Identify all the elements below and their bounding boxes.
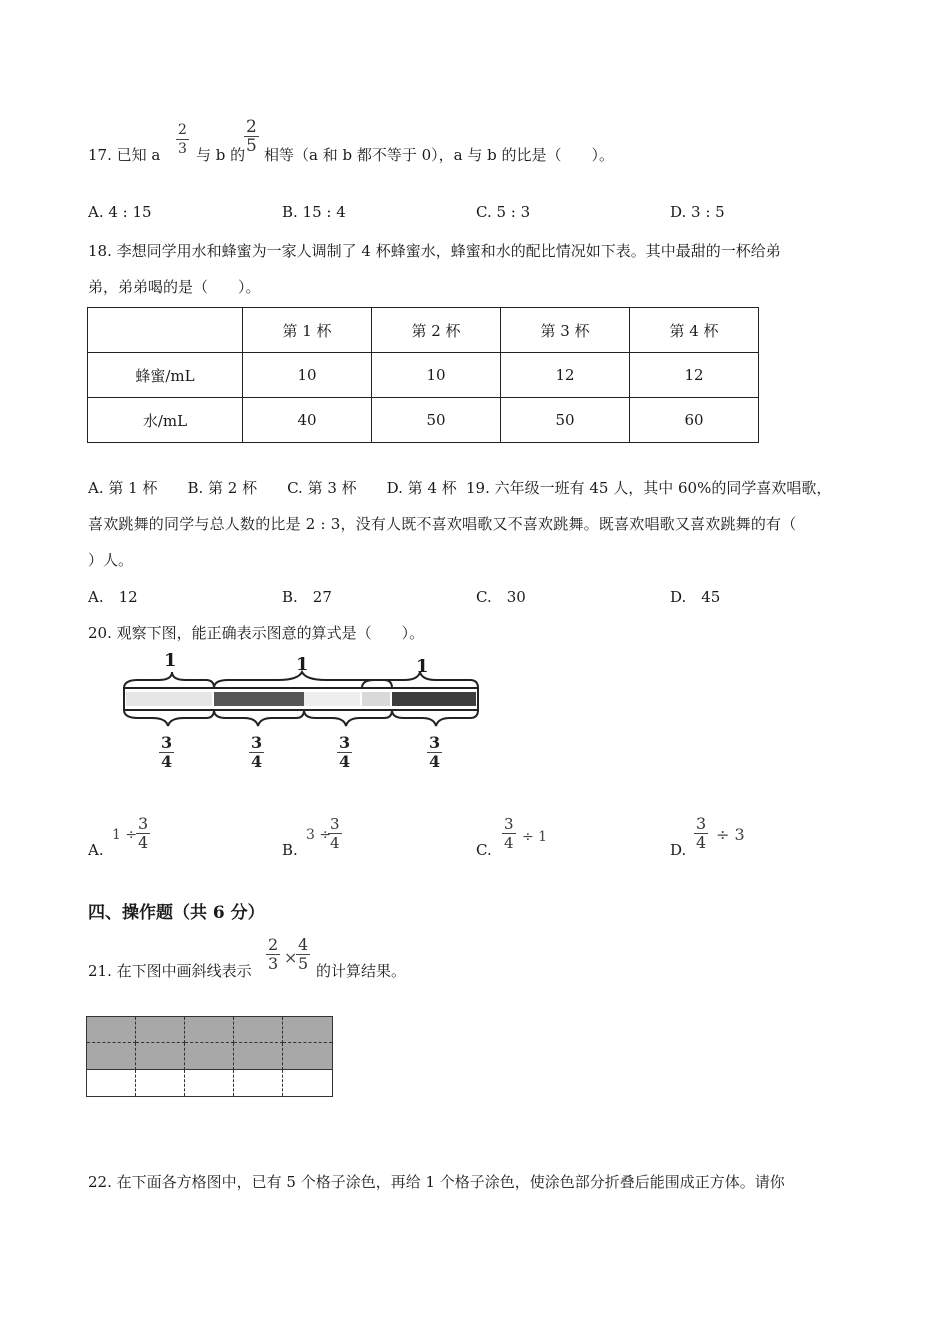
q20-option-c[interactable] xyxy=(476,815,596,865)
table-cell: 10 xyxy=(372,353,501,398)
table-row xyxy=(88,398,759,443)
fraction-denominator: 3 xyxy=(178,141,187,157)
fraction-numerator: 3 xyxy=(138,814,149,833)
q20-option-a[interactable] xyxy=(88,815,208,865)
table-cell: 40 xyxy=(243,398,372,443)
table-header-cell: 第 2 杯 xyxy=(372,308,501,353)
option-label: A. xyxy=(88,841,104,859)
bar-top-label: 1 xyxy=(416,656,429,677)
fraction-denominator: 4 xyxy=(696,833,707,852)
q20-text: 20. 观察下图，能正确表示图意的算式是（ ）。 xyxy=(88,624,425,642)
q17-option-b[interactable]: B. 15 : 4 xyxy=(282,203,346,221)
table-row-label: 水/mL xyxy=(88,398,243,443)
q19-option-d[interactable]: D. 45 xyxy=(670,588,721,606)
table-cell: 12 xyxy=(630,353,759,398)
bar-bottom-fraction xyxy=(249,734,264,771)
grid-cell[interactable] xyxy=(283,1070,332,1096)
fraction-numerator: 3 xyxy=(330,815,340,833)
section-heading: 四、操作题（共 6 分） xyxy=(88,903,265,923)
fraction-numerator: 3 xyxy=(504,815,514,833)
q21-fraction-1 xyxy=(266,936,280,973)
q18-line-2: 弟，弟弟喝的是（ ）。 xyxy=(88,278,261,296)
grid-cell[interactable] xyxy=(136,1070,185,1096)
grid-cell[interactable] xyxy=(283,1017,332,1043)
fraction-numerator: 3 xyxy=(429,733,441,752)
q20-option-b[interactable] xyxy=(282,815,402,865)
option-fraction xyxy=(694,815,708,852)
fraction-denominator: 4 xyxy=(138,833,149,852)
fraction-numerator: 3 xyxy=(339,733,351,752)
fraction-bar-diagram xyxy=(118,650,488,790)
grid-cell[interactable] xyxy=(283,1043,332,1069)
table-header-cell: 第 1 杯 xyxy=(243,308,372,353)
fraction-denominator: 4 xyxy=(161,752,173,771)
q19-line-3: ）人。 xyxy=(88,551,134,569)
fraction-numerator: 3 xyxy=(161,733,173,752)
table-header-row xyxy=(88,308,759,353)
grid-cell[interactable] xyxy=(234,1017,283,1043)
fraction-numerator: 3 xyxy=(251,733,263,752)
option-right-operand: ÷ 3 xyxy=(716,825,745,844)
grid-cell[interactable] xyxy=(87,1017,136,1043)
table-header-cell: 第 4 杯 xyxy=(630,308,759,353)
q17-option-a[interactable]: A. 4 : 15 xyxy=(88,203,152,221)
q17-text-a: 17. 已知 a xyxy=(88,146,161,164)
q17-fraction-1 xyxy=(176,121,189,158)
fraction-denominator: 5 xyxy=(246,136,257,156)
option-left-operand: 1 ÷ xyxy=(112,827,138,843)
q18-options: A. 第 1 杯 B. 第 2 杯 C. 第 3 杯 D. 第 4 杯 xyxy=(88,479,457,497)
grid-cell[interactable] xyxy=(234,1070,283,1096)
fraction-numerator: 4 xyxy=(298,935,309,954)
q21-fraction-2 xyxy=(296,936,310,973)
fraction-numerator: 2 xyxy=(178,122,187,138)
bar-top-label: 1 xyxy=(296,654,309,675)
fraction-numerator: 2 xyxy=(268,935,279,954)
q21-text-a: 21. 在下图中画斜线表示 xyxy=(88,962,252,980)
table-cell: 50 xyxy=(372,398,501,443)
bar-bottom-fraction xyxy=(337,734,352,771)
grid-cell[interactable] xyxy=(234,1043,283,1069)
bar-top-label: 1 xyxy=(164,650,177,671)
option-label: C. xyxy=(476,841,492,859)
grid-cell[interactable] xyxy=(87,1070,136,1096)
option-right-operand: ÷ 1 xyxy=(522,829,548,845)
q19-option-b[interactable]: B. 27 xyxy=(282,588,332,606)
grid-cell[interactable] xyxy=(185,1043,234,1069)
q18-line-1: 18. 李想同学用水和蜂蜜为一家人调制了 4 杯蜂蜜水，蜂蜜和水的配比情况如下表。其中最甜的一杯给弟 xyxy=(88,242,781,260)
q17-fraction-2 xyxy=(244,118,259,155)
q19-option-c[interactable]: C. 30 xyxy=(476,588,526,606)
q22-text: 22. 在下面各方格图中，已有 5 个格子涂色，再给 1 个格子涂色，使涂色部分折叠后能围成正方体。请你 xyxy=(88,1173,785,1191)
honey-ratio-table xyxy=(87,307,759,443)
fraction-numerator: 3 xyxy=(696,814,707,833)
q17-option-d[interactable]: D. 3 : 5 xyxy=(670,203,725,221)
times-sign: × xyxy=(284,948,298,967)
q19-line-1: 19. 六年级一班有 45 人，其中 60%的同学喜欢唱歌， xyxy=(466,479,832,497)
bar-bottom-fraction xyxy=(427,734,442,771)
option-fraction xyxy=(136,815,150,852)
fraction-denominator: 4 xyxy=(330,834,340,852)
q17-text-b: 与 b 的 xyxy=(196,146,246,164)
fraction-denominator: 3 xyxy=(268,954,279,973)
bar-bottom-fraction xyxy=(159,734,174,771)
q19-option-a[interactable]: A. 12 xyxy=(88,588,138,606)
grid-cell[interactable] xyxy=(185,1017,234,1043)
q21-text-b: 的计算结果。 xyxy=(316,962,407,980)
grid-cell[interactable] xyxy=(136,1043,185,1069)
table-header-cell xyxy=(88,308,243,353)
option-fraction xyxy=(328,815,342,852)
option-label: D. xyxy=(670,841,687,859)
fraction-numerator: 2 xyxy=(246,117,257,137)
table-row-label: 蜂蜜/mL xyxy=(88,353,243,398)
table-cell: 12 xyxy=(501,353,630,398)
option-left-operand: 3 ÷ xyxy=(306,827,332,843)
grid-cell[interactable] xyxy=(87,1043,136,1069)
q17-option-c[interactable]: C. 5 : 3 xyxy=(476,203,531,221)
table-cell: 10 xyxy=(243,353,372,398)
q19-line-2: 喜欢跳舞的同学与总人数的比是 2 : 3，没有人既不喜欢唱歌又不喜欢跳舞。既喜欢唱歌又喜欢跳舞的有（ xyxy=(88,515,797,533)
fraction-denominator: 4 xyxy=(504,834,514,852)
table-header-cell: 第 3 杯 xyxy=(501,308,630,353)
fraction-denominator: 5 xyxy=(298,954,309,973)
fraction-denominator: 4 xyxy=(251,752,263,771)
q17-text-c: 相等（a 和 b 都不等于 0），a 与 b 的比是（ ）。 xyxy=(264,146,615,164)
fraction-denominator: 4 xyxy=(339,752,351,771)
option-fraction xyxy=(502,815,516,852)
table-cell: 60 xyxy=(630,398,759,443)
option-label: B. xyxy=(282,841,298,859)
drawing-grid[interactable] xyxy=(86,1016,333,1097)
table-cell: 50 xyxy=(501,398,630,443)
grid-cell[interactable] xyxy=(136,1017,185,1043)
grid-cell[interactable] xyxy=(185,1070,234,1096)
table-row xyxy=(88,353,759,398)
fraction-denominator: 4 xyxy=(429,752,441,771)
q20-option-d[interactable] xyxy=(670,815,790,865)
